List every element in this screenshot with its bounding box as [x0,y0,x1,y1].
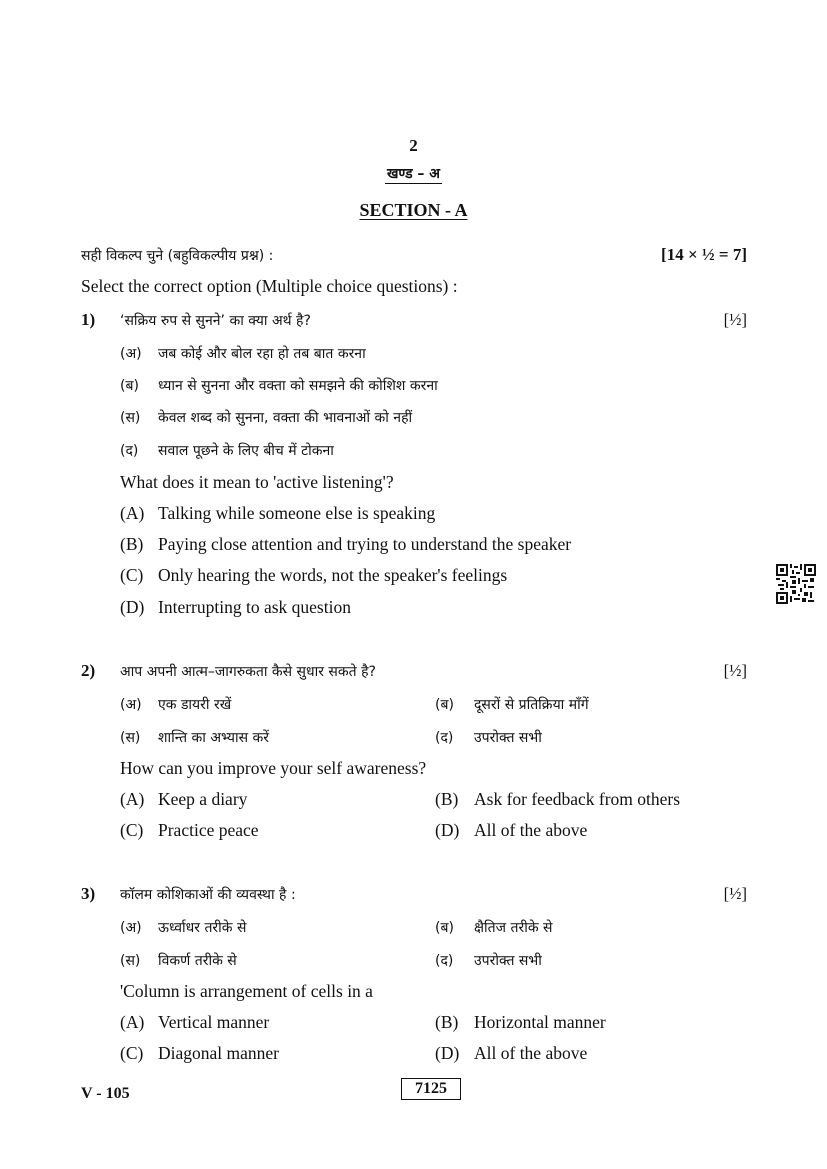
option-label: (द) [435,730,454,746]
paper-code: V - 105 [81,1085,130,1102]
option-label: (अ) [120,346,142,362]
option-label: (C) [120,1043,144,1063]
option-text-hindi: केवल शब्द को सुनना, वक्ता की भावनाओं को नहीं [158,410,413,426]
instructions-english: Select the correct option (Multiple choice questions) : [81,276,458,296]
question-marks: [½] [723,884,747,903]
option-text-hindi: विकर्ण तरीके से [158,953,237,969]
option-label: (द) [435,953,454,969]
option-text-english: Keep a diary [158,789,248,809]
option-label: (A) [120,503,145,523]
option-text-english: Vertical manner [158,1012,270,1032]
option-text-english: All of the above [474,1043,588,1063]
option-text-english: Horizontal manner [474,1012,606,1032]
question-number: 1) [81,310,96,329]
option-text-hindi: दूसरों से प्रतिक्रिया माँगें [474,697,589,713]
option-text-english: All of the above [474,820,588,840]
question-text-hindi: आप अपनी आत्म–जागरुकता कैसे सुधार सकते है? [120,664,376,680]
option-label: (A) [120,1012,145,1032]
boxed-number: 7125 [401,1078,461,1100]
option-text-hindi: ध्यान से सुनना और वक्ता को समझने की कोशिश करना [158,378,438,394]
option-text-english: Ask for feedback from others [474,789,681,809]
option-label: (B) [435,789,459,809]
option-text-english: Paying close attention and trying to understand the speaker [158,534,572,554]
option-label: (C) [120,820,144,840]
option-text-hindi: शान्ति का अभ्यास करें [158,730,270,746]
question-text-hindi: कॉलम कोशिकाओं की व्यवस्था है : [120,887,296,903]
question-number: 3) [81,884,96,903]
khand-heading [0,164,827,183]
section-heading [0,200,827,221]
option-text-hindi: उपरोक्त सभी [474,730,542,746]
option-label: (D) [435,820,460,840]
option-label: (D) [435,1043,460,1063]
qr-code-icon [776,564,816,604]
option-label: (B) [435,1012,459,1032]
option-label: (ब) [120,378,139,394]
question-marks: [½] [723,661,747,680]
option-label: (स) [120,730,141,746]
option-label: (अ) [120,920,142,936]
option-text-hindi: जब कोई और बोल रहा हो तब बात करना [158,346,366,362]
option-text-english: Practice peace [158,820,259,840]
option-text-english: Diagonal manner [158,1043,279,1063]
question-text-english: How can you improve your self awareness? [120,758,427,778]
question-text-hindi: ‘सक्रिय रुप से सुनने’ का क्या अर्थ है? [120,313,311,329]
page-number: 2 [409,136,418,155]
option-text-hindi: क्षैतिज तरीके से [474,920,553,936]
option-text-hindi: उपरोक्त सभी [474,953,542,969]
option-label: (द) [120,443,139,459]
section-heading-text: SECTION - A [359,200,468,220]
question-text-english: 'Column is arrangement of cells in a [120,981,373,1001]
question-marks: [½] [723,310,747,329]
question-number: 2) [81,661,96,680]
option-label: (ब) [435,697,454,713]
option-label: (C) [120,565,144,585]
option-text-english: Only hearing the words, not the speaker's feelings [158,565,508,585]
option-label: (ब) [435,920,454,936]
option-label: (स) [120,953,141,969]
question-text-english: What does it mean to 'active listening'? [120,472,394,492]
option-label: (स) [120,410,141,426]
option-label: (A) [120,789,145,809]
option-text-english: Interrupting to ask question [158,597,351,617]
option-text-hindi: सवाल पूछने के लिए बीच में टोकना [158,443,334,459]
total-marks: [14 × ½ = 7] [661,245,747,264]
option-label: (D) [120,597,145,617]
instructions-hindi: सही विकल्प चुने (बहुविकल्पीय प्रश्न) : [81,248,274,264]
option-text-english: Talking while someone else is speaking [158,503,436,523]
option-label: (अ) [120,697,142,713]
khand-heading-text: खण्ड – अ [386,166,441,182]
option-text-hindi: ऊर्ध्वाधर तरीके से [158,920,247,936]
option-text-hindi: एक डायरी रखें [158,697,232,713]
option-label: (B) [120,534,144,554]
